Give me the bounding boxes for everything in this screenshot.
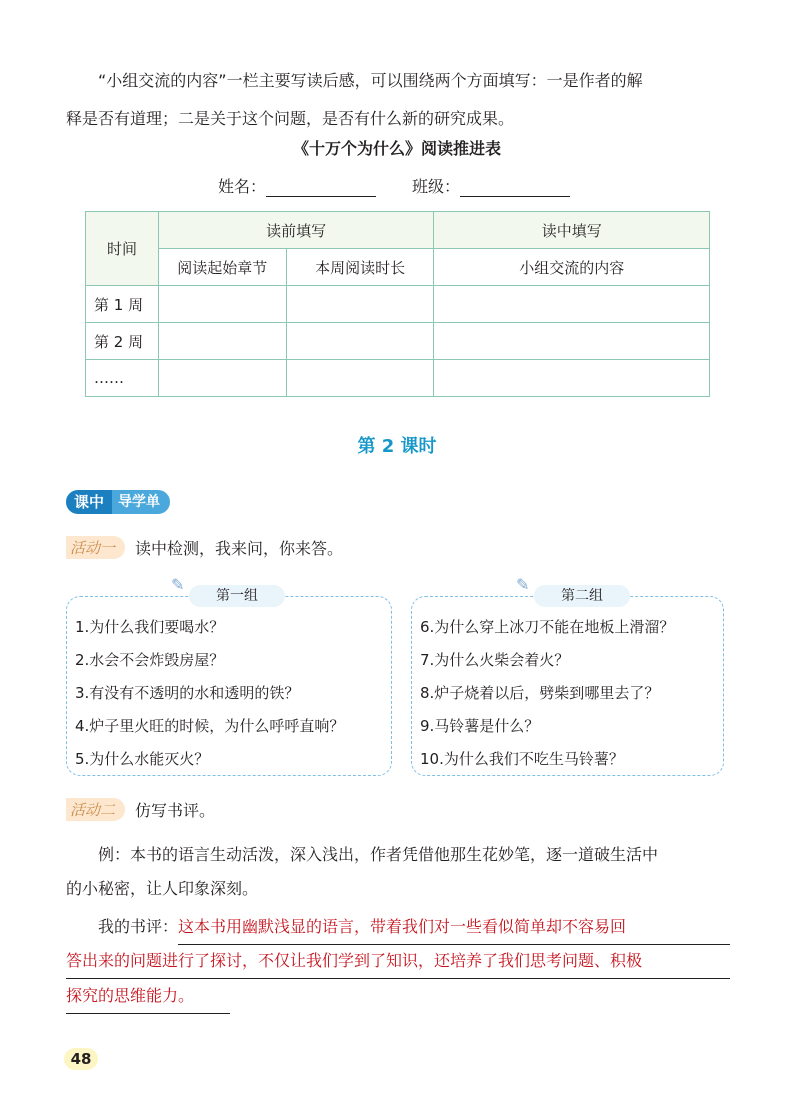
row-label: 第 1 周 xyxy=(86,286,159,323)
list-item: 9.马铃薯是什么？ xyxy=(420,717,540,735)
header-group-content: 小组交流的内容 xyxy=(434,249,710,286)
activity-1-text: 读中检测，我来问，你来答。 xyxy=(135,539,344,558)
activity-1-tag: 活动一 xyxy=(66,536,125,559)
table-row xyxy=(86,360,710,397)
table-cell[interactable] xyxy=(158,286,286,323)
table-row xyxy=(86,286,710,323)
example-review xyxy=(66,838,730,906)
name-blank[interactable] xyxy=(266,180,376,197)
activity-1-heading xyxy=(66,536,343,559)
list-item: 3.有没有不透明的水和透明的铁？ xyxy=(75,684,300,702)
page-number: 48 xyxy=(64,1048,98,1070)
group-1-label: 第一组 xyxy=(189,585,285,607)
header-time: 时间 xyxy=(86,212,159,286)
row-label: …… xyxy=(86,360,159,397)
review-line-1 xyxy=(66,910,730,944)
header-during-reading: 读中填写 xyxy=(434,212,710,249)
activity-2-heading xyxy=(66,798,215,821)
intro-line-2: 释是否有道理；二是关于这个问题，是否有什么新的研究成果。 xyxy=(66,109,515,128)
activity-2-tag: 活动二 xyxy=(66,798,125,821)
name-label: 姓名： xyxy=(218,177,267,196)
badge-part-2: 导学单 xyxy=(112,490,170,514)
list-item: 4.炉子里火旺的时候，为什么呼呼直响？ xyxy=(75,717,345,735)
list-item: 1.为什么我们要喝水？ xyxy=(75,618,225,636)
list-item: 5.为什么水能灭火？ xyxy=(75,750,210,768)
table-cell[interactable] xyxy=(286,360,434,397)
badge-part-1: 课中 xyxy=(66,490,112,514)
table-cell[interactable] xyxy=(158,360,286,397)
list-item: 8.炉子烧着以后，劈柴到哪里去了？ xyxy=(420,684,660,702)
table-cell[interactable] xyxy=(434,360,710,397)
table-cell[interactable] xyxy=(286,323,434,360)
pencil-icon: ✎ xyxy=(516,575,530,594)
list-item: 7.为什么火柴会着火？ xyxy=(420,651,570,669)
list-item: 6.为什么穿上冰刀不能在地板上滑溜？ xyxy=(420,618,675,636)
table-row xyxy=(86,323,710,360)
table-cell[interactable] xyxy=(434,286,710,323)
class-field[interactable] xyxy=(412,174,570,197)
my-review xyxy=(66,910,730,1014)
table-cell[interactable] xyxy=(434,323,710,360)
example-line-2: 的小秘密，让人印象深刻。 xyxy=(66,879,259,898)
header-start-chapter: 阅读起始章节 xyxy=(158,249,286,286)
table-cell[interactable] xyxy=(286,286,434,323)
in-class-guide-badge xyxy=(66,490,170,514)
question-group-2 xyxy=(411,575,724,776)
review-label: 我的书评： xyxy=(98,917,179,936)
list-item: 10.为什么我们不吃生马铃薯？ xyxy=(420,750,624,768)
pencil-icon: ✎ xyxy=(171,575,185,594)
class-blank[interactable] xyxy=(460,180,570,197)
table-title: 《十万个为什么》阅读推进表 xyxy=(292,139,501,158)
group-2-label: 第二组 xyxy=(534,585,630,607)
name-field[interactable] xyxy=(218,174,376,197)
review-answer-line-1[interactable]: 这本书用幽默浅显的语言，带着我们对一些看似简单却不容易回 xyxy=(178,910,730,945)
reading-progress-table xyxy=(85,211,710,397)
header-week-duration: 本周阅读时长 xyxy=(286,249,434,286)
example-line-1: 例：本书的语言生动活泼，深入浅出，作者凭借他那生花妙笔，逐一道破生活中 xyxy=(98,845,659,864)
question-group-1 xyxy=(66,575,392,776)
name-class-row xyxy=(218,174,570,197)
intro-paragraph xyxy=(66,62,730,138)
header-before-reading: 读前填写 xyxy=(158,212,434,249)
activity-2-text: 仿写书评。 xyxy=(135,801,216,820)
row-label: 第 2 周 xyxy=(86,323,159,360)
list-item: 2.水会不会炸毁房屋？ xyxy=(75,651,225,669)
table-cell[interactable] xyxy=(158,323,286,360)
review-answer-line-3[interactable]: 探究的思维能力。 xyxy=(66,979,230,1014)
review-answer-line-2[interactable]: 答出来的问题进行了探讨，不仅让我们学到了知识，还培养了我们思考问题、积极 xyxy=(66,944,730,979)
intro-line-1: “小组交流的内容”一栏主要写读后感，可以围绕两个方面填写：一是作者的解 xyxy=(98,71,643,90)
lesson-title: 第 2 课时 xyxy=(357,436,437,457)
class-label: 班级： xyxy=(412,177,461,196)
